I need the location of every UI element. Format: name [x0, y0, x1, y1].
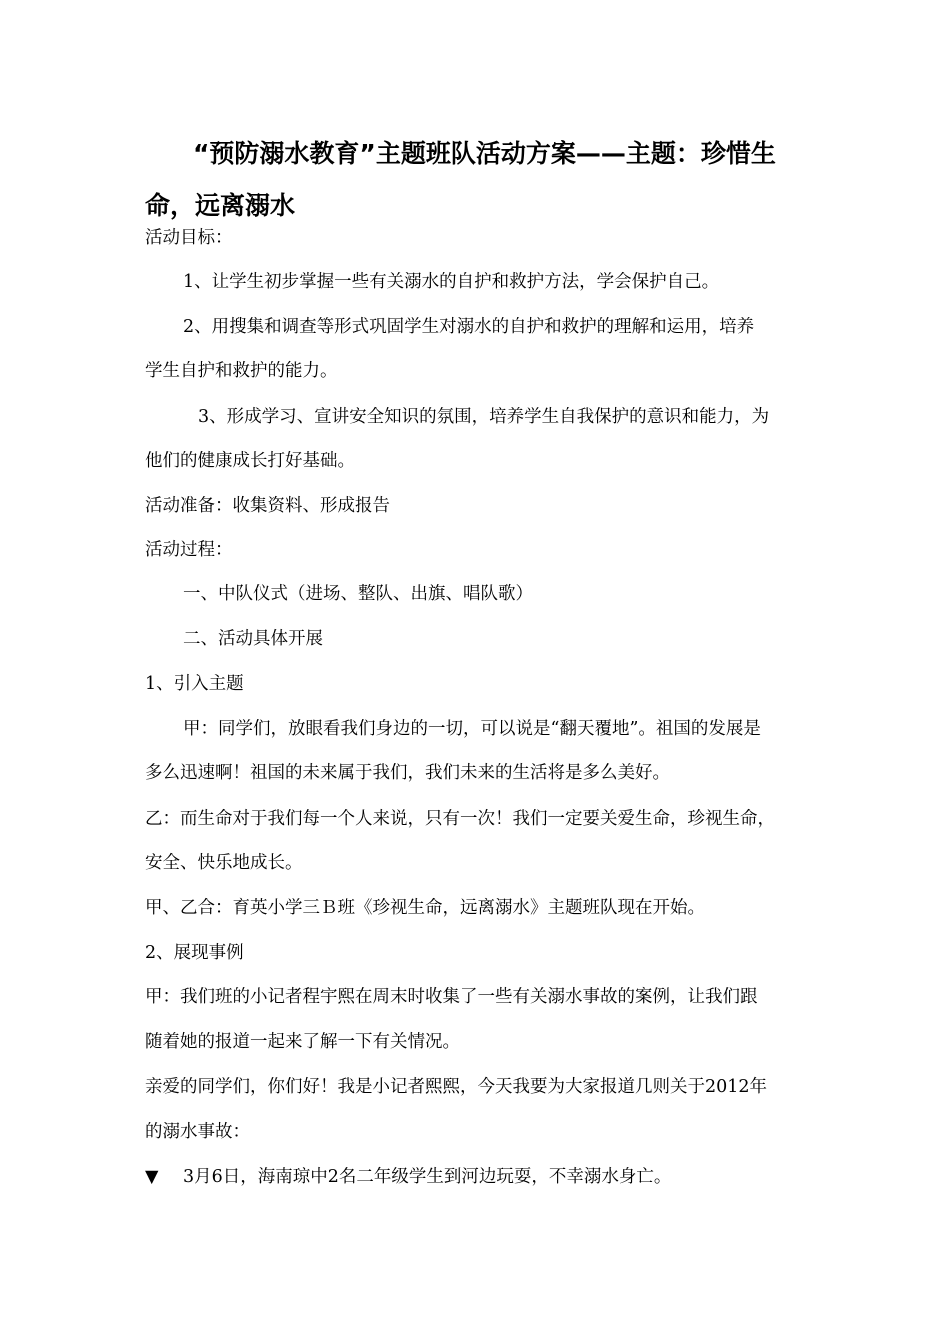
- step-1: 一、中队仪式（进场、整队、出旗、唱队歌）: [183, 584, 533, 604]
- goal-3-line-2: 他们的健康成长打好基础。: [145, 451, 355, 471]
- jia-1-line-1: 甲：同学们，放眼看我们身边的一切，可以说是“翻天覆地”。祖国的发展是: [183, 719, 761, 739]
- both-announce: 甲、乙合：育英小学三Ｂ班《珍视生命，远离溺水》主题班队现在开始。: [145, 898, 705, 918]
- section-2-heading: 2、展现事例: [145, 943, 244, 963]
- jia-2-line-1: 甲：我们班的小记者程宇熙在周末时收集了一些有关溺水事故的案例，让我们跟: [145, 987, 758, 1007]
- report-line-2: 的溺水事故：: [145, 1122, 250, 1142]
- triangle-bullet-icon: ▼: [145, 1167, 159, 1187]
- yi-1-line-2: 安全、快乐地成长。: [145, 853, 303, 873]
- title-line-2: 命，远离溺水: [145, 191, 296, 220]
- step-2: 二、活动具体开展: [183, 629, 323, 649]
- bullet-item-1-text: 3月6日，海南琼中2名二年级学生到河边玩耍，不幸溺水身亡。: [183, 1167, 672, 1187]
- section-1-heading: 1、引入主题: [145, 674, 244, 694]
- goal-2-line-1: 2、用搜集和调查等形式巩固学生对溺水的自护和救护的理解和运用，培养: [183, 317, 755, 337]
- jia-2-line-2: 随着她的报道一起来了解一下有关情况。: [145, 1032, 460, 1052]
- yi-1-line-1: 乙：而生命对于我们每一个人来说，只有一次！我们一定要关爱生命，珍视生命，: [145, 809, 775, 829]
- process-heading: 活动过程：: [145, 540, 233, 560]
- report-line-1: 亲爱的同学们，你们好！我是小记者熙熙，今天我要为大家报道几则关于2012年: [145, 1077, 768, 1097]
- goal-1: 1、让学生初步掌握一些有关溺水的自护和救护方法，学会保护自己。: [183, 272, 720, 292]
- jia-1-line-2: 多么迅速啊！祖国的未来属于我们，我们未来的生活将是多么美好。: [145, 763, 670, 783]
- goal-2-line-2: 学生自护和救护的能力。: [145, 361, 338, 381]
- goal-3-line-1: 3、形成学习、宣讲安全知识的氛围，培养学生自我保护的意识和能力，为: [198, 407, 770, 427]
- goal-heading: 活动目标：: [145, 228, 233, 248]
- preparation: 活动准备：收集资料、形成报告: [145, 496, 390, 516]
- title-line-1: “预防溺水教育”主题班队活动方案——主题：珍惜生: [193, 139, 776, 168]
- bullet-item-1: [145, 1155, 810, 1199]
